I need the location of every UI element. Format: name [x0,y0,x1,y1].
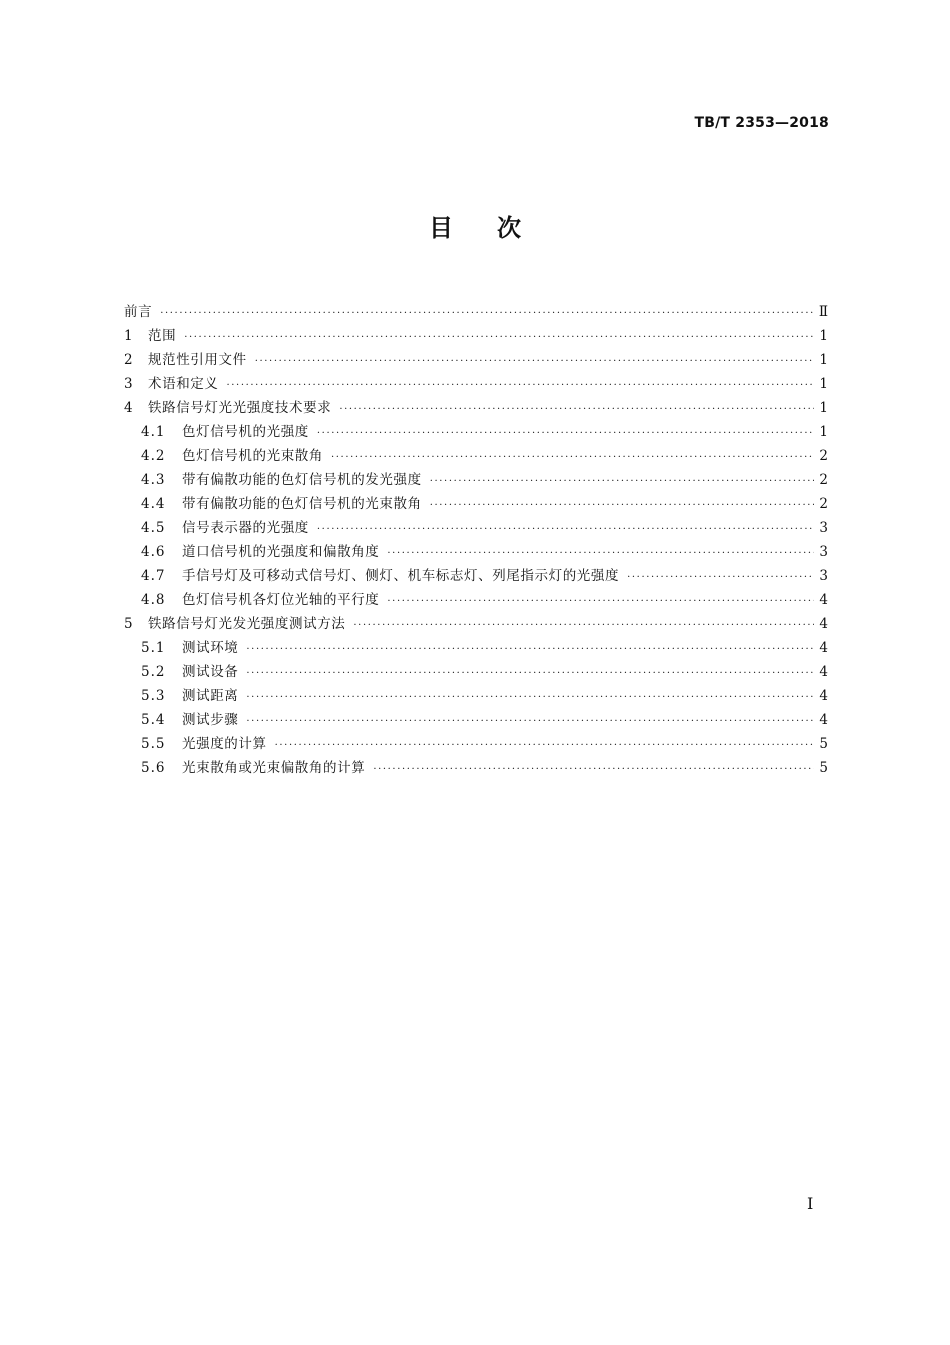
toc-entry-number: 4.1 [141,424,166,440]
toc-entry-number: 5.6 [141,760,166,776]
toc-entry[interactable] [124,396,828,420]
toc-entry[interactable] [124,516,828,540]
toc-entry-title: 带有偏散功能的色灯信号机的发光强度 [182,472,422,488]
toc-entry[interactable] [124,540,828,564]
toc-entry-page: 4 [819,688,828,704]
toc-entry[interactable] [124,732,828,756]
toc-entry[interactable] [124,444,828,468]
toc-entry[interactable] [124,420,828,444]
toc-entry-page: 5 [819,736,828,752]
toc-entry-number: 5 [124,616,134,632]
toc-entry-number: 5.1 [141,640,166,656]
toc-leader-dots [331,446,814,470]
toc-entry[interactable] [124,756,828,780]
toc-entry-title: 术语和定义 [148,376,219,392]
toc-entry-page: 4 [819,664,828,680]
toc-leader-dots [246,686,814,710]
toc-entry-title: 道口信号机的光强度和偏散角度 [182,544,380,560]
toc-entry-page: 4 [819,640,828,656]
toc-leader-dots [627,566,814,590]
toc-leader-dots [373,758,814,782]
toc-entry-page: 1 [819,352,828,368]
toc-entry-title: 色灯信号机各灯位光轴的平行度 [182,592,380,608]
toc-entry-page: 3 [819,520,828,536]
toc-entry[interactable] [124,468,828,492]
toc-leader-dots [246,638,814,662]
toc-leader-dots [246,710,814,734]
toc-leader-dots [246,662,814,686]
toc-leader-dots [275,734,814,758]
toc-entry[interactable] [124,660,828,684]
toc-entry-title: 色灯信号机的光束散角 [182,448,323,464]
toc-entry-page: 3 [819,568,828,584]
toc-entry-number: 4.5 [141,520,166,536]
toc-entry-page: 2 [819,496,828,512]
toc-entry-page: 1 [819,424,828,440]
toc-leader-dots [227,374,815,398]
toc-entry-page: 3 [819,544,828,560]
toc-entry[interactable] [124,684,828,708]
toc-entry-page: 2 [819,472,828,488]
toc-leader-dots [387,542,814,566]
toc-entry-title: 信号表示器的光强度 [182,520,309,536]
toc-entry-title: 测试步骤 [182,712,239,728]
toc-entry-number: 2 [124,352,134,368]
toc-entry-number: 5.3 [141,688,166,704]
toc-entry-page: 1 [819,376,828,392]
toc-entry-page: 4 [819,592,828,608]
toc-leader-dots [255,350,814,374]
toc-title: 目次 [429,214,565,242]
toc-entry-title: 光束散角或光束偏散角的计算 [182,760,366,776]
toc-leader-dots [430,494,814,518]
toc-entry[interactable] [124,324,828,348]
toc-entry-title: 带有偏散功能的色灯信号机的光束散角 [182,496,422,512]
toc-entry-title: 铁路信号灯光发光强度测试方法 [148,616,346,632]
toc-entry-title: 测试环境 [182,640,239,656]
toc-leader-dots [160,302,814,326]
toc-entry-title: 铁路信号灯光光强度技术要求 [148,400,332,416]
toc-entry[interactable] [124,612,828,636]
toc-entry[interactable] [124,300,828,324]
toc-entry-title: 测试设备 [182,664,239,680]
toc-entry-title: 色灯信号机的光强度 [182,424,309,440]
standard-number: TB/T 2353—2018 [694,115,829,131]
toc-entry[interactable] [124,708,828,732]
toc-entry[interactable] [124,348,828,372]
toc-entry-number: 5.4 [141,712,166,728]
toc-entry-number: 4.8 [141,592,166,608]
toc-leader-dots [430,470,814,494]
toc-entry-page: 4 [819,712,828,728]
toc-entry-page: Ⅱ [818,304,828,320]
toc-entry-number: 4.4 [141,496,166,512]
toc-entry-number: 4.3 [141,472,166,488]
toc-entry-number: 4 [124,400,134,416]
toc-leader-dots [317,422,814,446]
toc-entry-title: 前言 [124,304,153,320]
toc-leader-dots [387,590,814,614]
toc-entry-page: 5 [819,760,828,776]
toc-entry[interactable] [124,372,828,396]
toc-entry-page: 1 [819,328,828,344]
toc-entry-number: 4.6 [141,544,166,560]
toc-leader-dots [339,398,814,422]
toc-leader-dots [184,326,814,350]
toc-entry-number: 4.7 [141,568,166,584]
toc-entry[interactable] [124,564,828,588]
toc-entry-number: 4.2 [141,448,166,464]
toc-entry-page: 4 [819,616,828,632]
toc-entry-number: 3 [124,376,134,392]
toc-entry[interactable] [124,636,828,660]
toc-entry-title: 范围 [148,328,177,344]
page-folio: I [807,1194,814,1213]
toc-entry[interactable] [124,588,828,612]
toc-entry[interactable] [124,492,828,516]
toc-entry-number: 1 [124,328,134,344]
toc-leader-dots [317,518,814,542]
toc-entry-title: 光强度的计算 [182,736,267,752]
toc-entry-title: 手信号灯及可移动式信号灯、侧灯、机车标志灯、列尾指示灯的光强度 [182,568,620,584]
toc-entry-number: 5.2 [141,664,166,680]
toc-list [124,300,828,780]
toc-entry-page: 2 [819,448,828,464]
toc-entry-number: 5.5 [141,736,166,752]
toc-entry-title: 测试距离 [182,688,239,704]
toc-entry-title: 规范性引用文件 [148,352,247,368]
toc-leader-dots [353,614,814,638]
toc-entry-page: 1 [819,400,828,416]
